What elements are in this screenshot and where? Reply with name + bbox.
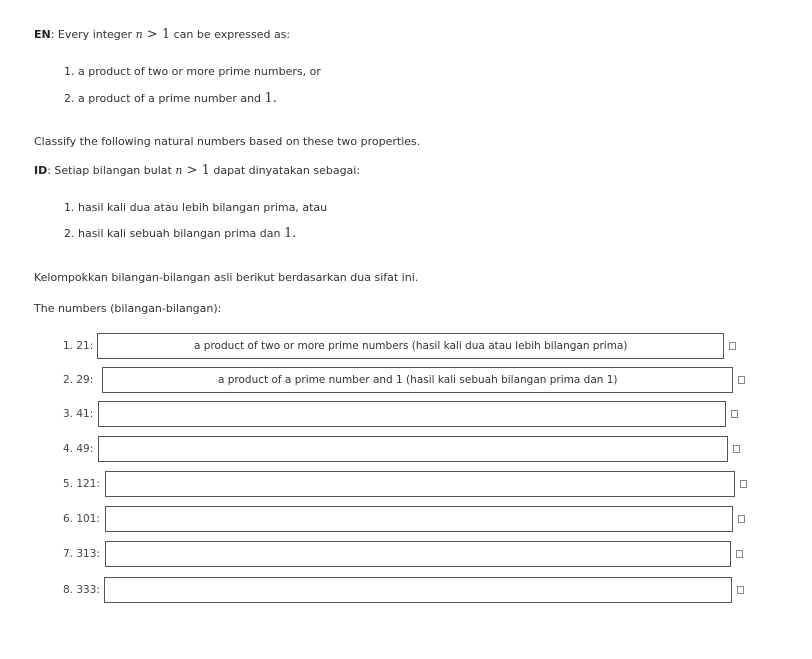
id-intro xyxy=(34,163,360,179)
answer-box[interactable] xyxy=(105,541,731,567)
checkbox[interactable] xyxy=(731,410,738,418)
checkbox[interactable] xyxy=(740,480,747,488)
row-label: 1. 21: xyxy=(63,340,94,352)
row-label: 6. 101: xyxy=(63,513,100,525)
en-option-1-text: 1. a product of two or more prime numbers, or xyxy=(64,65,321,78)
list-item xyxy=(63,505,745,533)
en-tail: can be expressed as: xyxy=(170,28,291,41)
list-item xyxy=(63,540,743,568)
id-option-2-text: 2. hasil kali sebuah bilangan prima dan xyxy=(64,227,284,240)
id-option-2 xyxy=(64,226,296,242)
list-item xyxy=(63,470,747,498)
id-one: 1 xyxy=(201,163,210,178)
en-instruction: Classify the following natural numbers based on these two properties. xyxy=(34,135,421,148)
checkbox[interactable] xyxy=(733,445,740,453)
row-label: 4. 49: xyxy=(63,443,94,455)
id-option-1-text: 1. hasil kali dua atau lebih bilangan prima, atau xyxy=(64,201,328,214)
answer-box[interactable]: a product of two or more prime numbers (hasil kali dua atau lebih bilangan prima) xyxy=(97,333,724,359)
id-op: > xyxy=(182,163,202,178)
list-item xyxy=(63,435,740,463)
id-intro-text: : Setiap bilangan bulat xyxy=(47,164,176,177)
en-var: n xyxy=(135,28,143,41)
en-option-1 xyxy=(64,64,321,80)
row-label: 7. 313: xyxy=(63,548,100,560)
answer-box[interactable] xyxy=(105,471,735,497)
answer-box[interactable]: a product of a prime number and 1 (hasil kali sebuah bilangan prima dan 1) xyxy=(102,367,733,393)
numbers-heading: The numbers (bilangan-bilangan): xyxy=(34,302,222,315)
row-label: 3. 41: xyxy=(63,408,94,420)
en-prefix: EN xyxy=(34,28,51,41)
id-prefix: ID xyxy=(34,164,48,177)
list-item xyxy=(63,366,745,394)
row-label: 5. 121: xyxy=(63,478,100,490)
id-var: n xyxy=(175,164,183,177)
row-label: 8. 333: xyxy=(63,584,100,596)
en-one: 1 xyxy=(161,27,171,42)
checkbox[interactable] xyxy=(737,586,744,594)
id-option-1 xyxy=(64,200,327,216)
checkbox[interactable] xyxy=(738,515,745,523)
en-intro xyxy=(34,27,290,43)
en-option-2 xyxy=(64,91,277,107)
checkbox[interactable] xyxy=(729,342,736,350)
id-option-2-suffix: 1. xyxy=(283,226,297,241)
answer-box[interactable] xyxy=(104,577,732,603)
answer-box[interactable] xyxy=(98,401,726,427)
en-option-2-text: 2. a product of a prime number and xyxy=(64,92,265,105)
answer-box[interactable] xyxy=(105,506,733,532)
en-intro-text: : Every integer xyxy=(50,28,136,41)
id-instruction: Kelompokkan bilangan-bilangan asli berikut berdasarkan dua sifat ini. xyxy=(34,271,419,284)
id-tail: dapat dinyatakan sebagai: xyxy=(209,164,361,177)
checkbox[interactable] xyxy=(736,550,743,558)
list-item xyxy=(63,576,744,604)
list-item xyxy=(63,332,736,360)
checkbox[interactable] xyxy=(738,376,745,384)
en-option-2-suffix: 1. xyxy=(264,91,277,106)
row-label: 2. 29: xyxy=(63,374,94,386)
list-item xyxy=(63,400,738,428)
en-op: > xyxy=(142,27,162,42)
answer-box[interactable] xyxy=(98,436,728,462)
